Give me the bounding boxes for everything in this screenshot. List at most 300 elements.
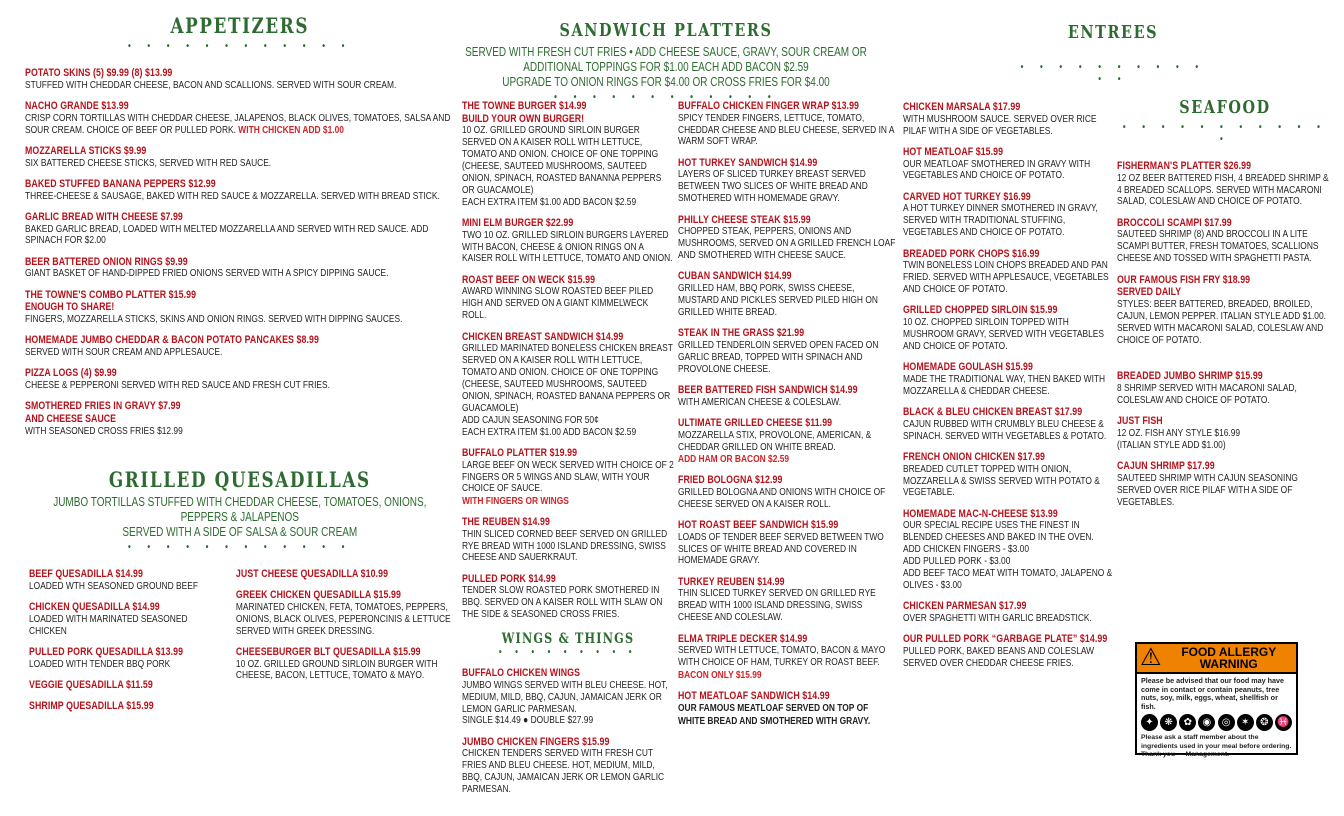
item-price: $17.99	[1052, 406, 1083, 419]
item-name	[462, 667, 674, 680]
item-name	[29, 679, 223, 692]
item-title: OUR PULLED PORK “GARBAGE PLATE”	[903, 633, 1078, 646]
quesadillas-subtitle-line: SERVED WITH A SIDE OF SALSA & SOUR CREAM	[122, 525, 358, 539]
sandwich-platters-subtitle-line: ADDITIONAL TOPPINGS FOR $1.00 EACH ADD BACON $2.59	[523, 60, 809, 74]
item-price: $15.99	[973, 145, 1004, 158]
item-price: $11.99	[802, 417, 833, 430]
item-price: $14.99	[593, 330, 624, 343]
item-name	[1117, 274, 1333, 287]
item-price: $16.99	[1000, 190, 1031, 203]
item-name	[462, 100, 674, 113]
item-description: MOZZARELLA STIX, PROVOLONE, AMERICAN, & CHEDDAR GRILLED ON WHITE BREAD.	[678, 428, 872, 453]
item-title: CHICKEN PARMESAN	[903, 600, 997, 613]
item-price: $14.99	[761, 270, 792, 283]
item-price: $17.99	[1015, 451, 1046, 464]
menu-item	[462, 217, 674, 265]
item-price: $8.99	[294, 334, 319, 347]
item-price: $22.99	[543, 217, 574, 230]
item-description: SPICY TENDER FINGERS, LETTUCE, TOMATO, CHEDDAR CHEESE AND BLEU CHEESE, SERVED IN A WARM SOFT WRAP.	[678, 111, 894, 148]
item-name	[1117, 460, 1333, 473]
menu-item	[1117, 160, 1333, 208]
item-title: BEER BATTERED ONION RINGS	[25, 255, 163, 268]
item-price: $14.99	[1077, 633, 1108, 646]
item-price: $19.99	[547, 447, 578, 459]
item-name	[25, 211, 455, 224]
item-description: SAUTEED SHRIMP WITH CAJUN SEASONING SERVED OVER RICE PILAF WITH A SIDE OF VEGETABLES.	[1117, 471, 1298, 508]
quesadillas-subtitle-line: PEPPERS & JALAPENOS	[180, 510, 299, 524]
item-description: 12 OZ. FISH ANY STYLE $16.99	[1117, 426, 1241, 439]
item-price: $15.99	[371, 589, 401, 602]
menu-item	[678, 100, 896, 148]
item-description: LAYERS OF SLICED TURKEY BREAST SERVED BETWEEN TWO SLICES OF WHITE BREAD AND SMOTHERED WITH HOMEMADE GRAVY.	[678, 168, 868, 205]
dotted-divider	[25, 41, 455, 53]
food-allergy-warning-box	[1135, 642, 1298, 758]
item-subtitle: ENOUGH TO SHARE!	[25, 301, 115, 314]
item-title: GRILLED CHOPPED SIRLOIN	[903, 304, 1028, 317]
entrees-section	[903, 101, 1113, 678]
item-description: THIN SLICED TURKEY SERVED ON GRILLED RYE BREAD WITH 1000 ISLAND DRESSING, SWISS CHEESE AND COLESLAW.	[678, 587, 876, 624]
item-title: CHEESEBURGER BLT QUESADILLA	[235, 645, 391, 658]
item-name	[678, 519, 896, 532]
item-description: MADE THE TRADITIONAL WAY, THEN BAKED WITH MOZZARELLA & CHEDDAR CHEESE.	[903, 372, 1106, 397]
menu-item	[678, 384, 896, 409]
quesadillas-section	[25, 468, 455, 721]
item-price: $14.99	[754, 575, 785, 588]
item-title: ULTIMATE GRILLED CHEESE	[678, 417, 803, 430]
dotted-divider	[25, 542, 455, 554]
menu-item	[462, 100, 674, 209]
menu-item	[25, 211, 455, 247]
menu-item	[462, 274, 674, 322]
entrees-title: ENTREES	[1067, 22, 1159, 43]
dotted-divider	[1013, 62, 1213, 86]
item-price: $9.99	[121, 144, 147, 157]
menu-item	[462, 667, 674, 727]
item-title: THE TOWNE'S COMBO PLATTER	[25, 288, 167, 301]
item-price: $11.59	[123, 678, 153, 691]
item-description: TWIN BONELESS LOIN CHOPS BREADED AND PAN FRIED. SERVED WITH APPLESAUCE, VEGETABLES AND CHOICE OF POTATO.	[903, 259, 1109, 296]
menu-item	[903, 101, 1113, 137]
seafood-title: SEAFOOD	[1179, 97, 1271, 118]
item-note: WITH FINGERS OR WINGS	[462, 495, 569, 508]
sandwich-platters-subtitle-line: UPGRADE TO ONION RINGS FOR $4.00 OR CROSS FRIES FOR $4.00	[502, 75, 830, 89]
item-name	[678, 327, 896, 340]
milk-icon: ◉	[1198, 714, 1215, 731]
item-description: TWO 10 OZ. GRILLED SIRLOIN BURGERS LAYERED WITH BACON, CHEESE & ONION RINGS ON A KAISER ROLL WITH LETTUCE, TOMATO AND ONION.	[462, 228, 673, 265]
item-description: SERVED WITH LETTUCE, TOMATO, BACON & MAYO WITH CHOICE OF HAM, TURKEY OR ROAST BEEF.	[678, 644, 886, 669]
item-price: $14.99	[525, 572, 556, 585]
item-title: CARVED HOT TURKEY	[903, 190, 1001, 203]
item-title: BEEF QUESADILLA	[29, 568, 113, 580]
item-name	[25, 289, 455, 302]
item-description: 12 OZ BEER BATTERED FISH, 4 BREADED SHRIMP & 4 BREADED SCALLOPS. SERVED WITH MACARONI SALAD, COLESLAW AND CHOICE OF POTATO.	[1117, 171, 1329, 208]
item-description: GRILLED BOLOGNA AND ONIONS WITH CHOICE OF CHEESE SERVED ON A KAISER ROLL.	[678, 485, 886, 510]
dotted-divider	[1117, 122, 1333, 146]
menu-item	[236, 646, 455, 682]
item-title: BUFFALO CHICKEN WINGS	[462, 667, 581, 680]
item-price: $9.99	[162, 255, 188, 268]
item-description: LOADS OF TENDER BEEF SERVED BETWEEN TWO SLICES OF WHITE BREAD AND COVERED IN HOMEMADE GRAVY.	[678, 530, 884, 567]
menu-item	[903, 361, 1113, 397]
item-description: ADD PULLED PORK - $3.00	[903, 555, 1011, 568]
item-description: GIANT BASKET OF HAND-DIPPED FRIED ONIONS SERVED WITH A SPICY DIPPING SAUCE.	[25, 267, 389, 280]
menu-item	[462, 331, 674, 439]
item-price: $13.99	[1027, 507, 1058, 520]
fish-icon: ♓	[1275, 714, 1292, 731]
item-description: JUMBO WINGS SERVED WITH BLEU CHEESE. HOT, MEDIUM, MILD, BBQ, CAJUN, JAMAICAN JERK OR LEMON GARLIC PARMESAN.	[462, 678, 668, 715]
item-title: BAKED STUFFED BANANA PEPPERS	[25, 177, 186, 190]
wings-things-title: WINGS & THINGS	[501, 631, 635, 648]
menu-item	[678, 214, 896, 262]
item-title: HOT MEATLOAF SANDWICH	[678, 689, 800, 702]
sandwich-column-b	[678, 100, 896, 737]
menu-item	[1117, 370, 1333, 406]
item-title: FRENCH ONION CHICKEN	[903, 451, 1016, 464]
item-name	[462, 447, 674, 460]
sandwich-platters-header	[448, 20, 884, 104]
sandwich-column-a	[462, 100, 674, 805]
sandwich-platters-subtitle-line: SERVED WITH FRESH CUT FRIES • ADD CHEESE SAUCE, GRAVY, SOUR CREAM OR	[465, 45, 867, 59]
allergy-footer-text: Please ask a staff member about the ingredients used in your meal before ordering. Thank you — Management.	[1141, 734, 1292, 758]
item-name	[29, 646, 223, 659]
item-subtitle: BUILD YOUR OWN BURGER!	[462, 112, 585, 125]
warning-triangle-icon: ⚠	[1140, 644, 1162, 671]
item-title: SHRIMP QUESADILLA	[29, 700, 124, 712]
item-price: $10.99	[358, 568, 389, 580]
menu-item	[462, 516, 674, 564]
item-price: $15.99	[579, 735, 610, 748]
item-name	[903, 101, 1113, 114]
menu-item	[1117, 274, 1333, 347]
item-price: $14.99	[799, 689, 830, 702]
item-name	[678, 100, 896, 113]
menu-item	[25, 400, 455, 437]
menu-item	[462, 447, 674, 508]
menu-item	[236, 568, 455, 581]
menu-item	[903, 146, 1113, 182]
item-name	[462, 516, 674, 529]
item-description: OUR SPECIAL RECIPE USES THE FINEST IN BLENDED CHEESES AND BAKED IN THE OVEN.	[903, 519, 1094, 544]
item-add-note: WITH CHICKEN ADD $1.00	[235, 123, 344, 136]
quesadillas-right-column	[236, 568, 455, 721]
menu-item	[1117, 460, 1333, 508]
item-note: ADD HAM OR BACON $2.59	[678, 453, 790, 466]
item-description: LOADED WITH TENDER BBQ PORK	[29, 657, 171, 670]
item-price: $13.99	[829, 100, 860, 112]
item-description: OUR FAMOUS MEATLOAF SERVED ON TOP OF WHITE BREAD AND SMOTHERED WITH GRAVY.	[678, 702, 871, 728]
item-description: CHICKEN TENDERS SERVED WITH FRESH CUT FRIES AND BLEU CHEESE. HOT, MEDIUM, MILD, BBQ, CAJUN, JAMAICAN JERK OR LEMON GARLIC PARMESAN.	[462, 747, 665, 796]
item-name	[29, 700, 223, 713]
item-description: OUR MEATLOAF SMOTHERED IN GRAVY WITH VEGETABLES AND CHOICE OF POTATO.	[903, 157, 1091, 182]
item-price: $14.99	[777, 632, 808, 645]
sandwich-a-items	[462, 100, 674, 621]
item-description: EACH EXTRA ITEM $1.00 ADD BACON $2.59	[462, 425, 637, 438]
menu-item	[903, 451, 1113, 499]
item-description: CAJUN RUBBED WITH CRUMBLY BLEU CHEESE & SPINACH. SERVED WITH VEGETABLES & POTATO.	[903, 417, 1107, 442]
item-title: BREADED JUMBO SHRIMP	[1117, 370, 1233, 383]
item-title: TURKEY REUBEN	[678, 575, 755, 588]
item-description: TENDER SLOW ROASTED PORK SMOTHERED IN BBQ. SERVED ON A KAISER ROLL WITH SLAW ON THE SIDE & SEASONED CROSS FRIES.	[462, 584, 663, 621]
soy-icon: ✿	[1179, 714, 1196, 731]
item-description: THIN SLICED CORNED BEEF SERVED ON GRILLED RYE BREAD WITH 1000 ISLAND DRESSING, SWISS CHEESE AND SAUERKRAUT.	[462, 527, 668, 564]
item-price: $12.99	[752, 474, 783, 487]
item-title: HOMEMADE MAC-N-CHEESE	[903, 507, 1028, 520]
item-description: SINGLE $14.49 ● DOUBLE $27.99	[462, 714, 594, 727]
item-title: PHILLY CHEESE STEAK	[678, 213, 781, 226]
item-price: $15.99	[808, 519, 839, 532]
item-description: BAKED GARLIC BREAD, LOADED WITH MELTED MOZZARELLA AND SERVED WITH RED SAUCE. ADD SPINACH FOR $2.00	[25, 222, 429, 247]
item-name	[678, 474, 896, 487]
menu-item	[25, 67, 455, 92]
item-title: THE TOWNE BURGER	[462, 100, 557, 112]
item-price: $15.99	[123, 700, 154, 712]
menu-item	[236, 589, 455, 637]
item-price: $17.99	[990, 101, 1021, 113]
menu-item	[462, 736, 674, 796]
menu-item	[462, 573, 674, 621]
item-description: WITH MUSHROOM SAUCE. SERVED OVER RICE PILAF WITH A SIDE OF VEGETABLES.	[903, 112, 1097, 137]
item-name	[25, 145, 455, 158]
item-title: HOT MEATLOAF	[903, 145, 974, 158]
item-title: HOT TURKEY SANDWICH	[678, 156, 788, 169]
menu-item	[903, 633, 1113, 669]
item-description: LOADED WTH SEASONED GROUND BEEF	[29, 579, 198, 592]
item-description: STUFFED WITH CHEDDAR CHEESE, BACON AND SCALLIONS. SERVED WITH SOUR CREAM.	[25, 78, 397, 91]
menu-item	[903, 508, 1113, 592]
menu-item	[25, 145, 455, 170]
menu-item	[25, 100, 455, 136]
menu-item	[29, 601, 223, 637]
item-description: GRILLED TENDERLOIN SERVED OPEN FACED ON GARLIC BREAD, TOPPED WITH SPINACH AND PROVOLONE CHEESE.	[678, 338, 879, 375]
item-price: $14.99	[787, 156, 818, 169]
item-description: A HOT TURKEY DINNER SMOTHERED IN GRAVY, SERVED WITH TRADITIONAL STUFFING, VEGETABLES AND CHOICE OF POTATO.	[903, 202, 1098, 239]
item-title: BREADED PORK CHOPS	[903, 247, 1010, 260]
item-name	[462, 217, 674, 230]
item-price: $15.99	[1027, 304, 1058, 317]
allergy-header	[1137, 644, 1296, 674]
sandwich-b-items	[678, 100, 896, 728]
item-description: LARGE BEEF ON WECK SERVED WITH CHOICE OF 2 FINGERS OR 5 WINGS AND SLAW, WITH YOUR CHOICE OF SAUCE.	[462, 458, 674, 495]
menu-item	[903, 304, 1113, 352]
item-title: NACHO GRANDE	[25, 100, 99, 112]
item-description: SERVED WITH SOUR CREAM AND APPLESAUCE.	[25, 346, 223, 358]
item-price: $16.99	[1009, 247, 1040, 260]
item-title: GARLIC BREAD WITH CHEESE	[25, 210, 158, 223]
item-price: $15.99	[390, 645, 421, 658]
item-subtitle: SERVED DAILY	[1117, 286, 1182, 299]
item-description: MARINATED CHICKEN, FETA, TOMATOES, PEPPERS, ONIONS, BLACK OLIVES, PEPERONCINIS & LETTUCE SERVED WITH GREEK DRESSING.	[235, 600, 451, 637]
item-title: SMOTHERED FRIES IN GRAVY	[25, 400, 156, 413]
item-name	[903, 451, 1113, 464]
item-name	[678, 690, 896, 703]
item-name	[236, 568, 455, 581]
item-price: $14.99	[129, 601, 160, 613]
item-title: BROCCOLI SCAMPI	[1117, 216, 1202, 229]
menu-item	[1117, 415, 1333, 451]
item-price: $17.99	[1201, 216, 1232, 229]
item-name	[903, 406, 1113, 419]
quesadillas-columns	[25, 568, 455, 721]
menu-item	[25, 367, 455, 392]
menu-item	[25, 289, 455, 326]
item-title: THE REUBEN	[462, 516, 521, 529]
item-price: (5) $9.99 (8) $13.99	[90, 67, 173, 79]
item-price: $15.99	[565, 273, 596, 286]
menu-item	[25, 334, 455, 359]
item-title: HOT ROAST BEEF SANDWICH	[678, 519, 809, 532]
item-description: 10 OZ. GRILLED GROUND SIRLOIN BURGER SERVED ON A KAISER ROLL WITH LETTUCE, TOMATO AND ONION. CHOICE OF ONE TOPPING (CHEESE, SAUTEED MUSHROOMS, SAUTEED ONION, SPINACH, ROASTED BANANNA PEPPERS OR GUACAMOLE)	[462, 124, 662, 196]
item-name	[678, 417, 896, 430]
seafood-items	[1117, 160, 1333, 509]
seafood-section	[1117, 97, 1333, 517]
item-description: GRILLED MARINATED BONELESS CHICKEN BREAST SERVED ON A KAISER ROLL WITH LETTUCE, TOMATO AND ONION. CHOICE OF ONE TOPPING (CHEESE, SAUTEED MUSHROOMS, SAUTEED ONION, SPINACH, ROASTED BANANA PEPPERS OR GUACAMOLE)	[462, 342, 673, 414]
item-title: CUBAN SANDWICH	[678, 270, 762, 283]
item-title: JUST CHEESE QUESADILLA	[235, 568, 359, 580]
appetizers-title: APPETIZERS	[170, 13, 310, 38]
item-description: 10 OZ. GRILLED GROUND SIRLOIN BURGER WITH CHEESE, BACON, LETTUCE, TOMATO & MAYO.	[235, 657, 438, 682]
item-name	[236, 589, 455, 602]
menu-item	[678, 690, 896, 729]
item-price: $7.99	[155, 400, 181, 413]
item-description: CRISP CORN TORTILLAS WITH CHEDDAR CHEESE, JALAPENOS, BLACK OLIVES, TOMATOES, SALSA AND SOUR CREAM. CHOICE OF BEEF OR PULLED PORK. WITH CHICKEN ADD $1.00	[25, 111, 451, 136]
item-description: LOADED WITH MARINATED SEASONED CHICKEN	[29, 612, 188, 637]
appetizers-section	[25, 14, 455, 446]
item-title: FRIED BOLOGNA	[678, 474, 753, 487]
item-name	[25, 400, 455, 413]
item-note: BACON ONLY $15.99	[678, 669, 762, 682]
item-name	[236, 646, 455, 659]
item-title: OUR FAMOUS FISH FRY	[1117, 273, 1221, 286]
item-name	[25, 100, 455, 113]
item-name	[1117, 160, 1333, 173]
item-price: $14.99	[520, 516, 550, 529]
item-title: PULLED PORK QUESADILLA	[29, 645, 154, 658]
item-title: ROAST BEEF ON WECK	[462, 273, 566, 286]
item-price: $17.99	[996, 600, 1027, 613]
item-description: (ITALIAN STYLE ADD $1.00)	[1117, 438, 1226, 451]
sandwich-platters-title: SANDWICH PLATTERS	[559, 20, 773, 41]
item-description: FINGERS, MOZZARELLA STICKS, SKINS AND ONION RINGS. SERVED WITH DIPPING SAUCES.	[25, 313, 403, 325]
item-description: EACH EXTRA ITEM $1.00 ADD BACON $2.59	[462, 195, 637, 208]
item-description: WITH AMERICAN CHEESE & COLESLAW.	[678, 395, 842, 408]
menu-item	[678, 327, 896, 375]
item-name	[903, 361, 1113, 374]
menu-item	[25, 178, 455, 203]
item-title: JUST FISH	[1117, 415, 1163, 428]
entrees-items	[903, 101, 1113, 670]
item-title: ELMA TRIPLE DECKER	[678, 632, 778, 645]
item-price: $13.99	[153, 645, 184, 658]
item-price: $7.99	[157, 210, 183, 223]
item-title: HOMEMADE JUMBO CHEDDAR & BACON POTATO PANCAKES	[25, 334, 294, 347]
menu-item	[903, 248, 1113, 296]
shellfish-icon: ❂	[1256, 714, 1273, 731]
menu-item	[678, 474, 896, 510]
item-description: OVER SPAGHETTI WITH GARLIC BREADSTICK.	[903, 612, 1092, 624]
menu-item	[29, 700, 223, 713]
item-title: MOZZARELLA STICKS	[25, 144, 122, 157]
menu-item	[1117, 217, 1333, 265]
item-name	[29, 601, 223, 614]
item-description: SAUTEED SHRIMP (8) AND BROCCOLI IN A LITE SCAMPI BUTTER, FRESH TOMATOES, SCALLIONS CHEESE AND TOSSED WITH SPAGHETTI PASTA.	[1117, 228, 1319, 265]
item-price: $9.99	[91, 367, 117, 380]
item-title: BEER BATTERED FISH SANDWICH	[678, 384, 828, 397]
entrees-header	[1013, 22, 1213, 86]
item-title: JUMBO CHICKEN FINGERS	[462, 735, 580, 748]
allergen-icons-row	[1137, 713, 1296, 732]
item-title: GREEK CHICKEN QUESADILLA	[235, 589, 371, 602]
item-description: SIX BATTERED CHEESE STICKS, SERVED WITH RED SAUCE.	[25, 156, 272, 169]
menu-item	[678, 270, 896, 318]
wings-things-items	[462, 667, 674, 796]
menu-item	[678, 576, 896, 624]
item-description: CHOPPED STEAK, PEPPERS, ONIONS AND MUSHROOMS, SERVED ON A GRILLED FRENCH LOAF AND SMOTHERED WITH CHEESE SAUCE.	[678, 225, 896, 262]
item-title: HOMEMADE GOULASH	[903, 361, 1004, 374]
item-description: STYLES: BEER BATTERED, BREADED, BROILED, CAJUN, LEMON PEPPER. ITALIAN STYLE ADD $1.00. SERVED WITH MACARONI SALAD, COLESLAW AND CHOICE OF POTATO.	[1117, 297, 1326, 346]
item-description: BREADED CUTLET TOPPED WITH ONION, MOZZARELLA & SWISS SERVED WITH POTATO & VEGETABLE.	[903, 462, 1100, 499]
item-title: VEGGIE QUESADILLA	[29, 678, 124, 691]
item-description: WITH SEASONED CROSS FRIES $12.99	[25, 424, 183, 437]
tree-nut-icon: ❋	[1160, 714, 1177, 731]
menu-item	[903, 406, 1113, 442]
item-price: $15.99	[780, 213, 811, 226]
menu-item	[29, 646, 223, 671]
item-title: POTATO SKINS	[25, 67, 91, 79]
item-name	[25, 178, 455, 191]
item-description: THREE-CHEESE & SAUSAGE, BAKED WITH RED SAUCE & MOZZARELLA. SERVED WITH BREAD STICK.	[25, 189, 440, 202]
item-title: BLACK & BLEU CHICKEN BREAST	[903, 406, 1053, 419]
item-description: PULLED PORK, BAKED BEANS AND COLESLAW SERVED OVER CHEDDAR CHEESE FRIES.	[903, 645, 1095, 669]
item-description: 8 SHRIMP SERVED WITH MACARONI SALAD, COLESLAW AND CHOICE OF POTATO.	[1117, 382, 1297, 406]
wheat-icon: ✶	[1237, 714, 1254, 731]
appetizers-items	[25, 67, 455, 438]
menu-item	[678, 519, 896, 567]
allergy-title: FOOD ALLERGY WARNING	[1181, 645, 1277, 671]
dotted-divider	[462, 647, 674, 659]
menu-item	[903, 600, 1113, 625]
item-title: STEAK IN THE GRASS	[678, 327, 775, 340]
item-description: ADD CAJUN SEASONING FOR 50¢	[462, 413, 599, 426]
menu-item	[903, 191, 1113, 239]
item-description: ADD CHICKEN FINGERS - $3.00	[903, 543, 1030, 556]
item-price: $14.99	[113, 568, 143, 580]
item-description: CHEESE & PEPPERONI SERVED WITH RED SAUCE AND FRESH CUT FRIES.	[25, 379, 330, 391]
menu-item	[25, 256, 455, 281]
item-title: CHICKEN MARSALA	[903, 101, 991, 113]
item-price: $13.99	[98, 100, 129, 112]
wings-things-section	[462, 631, 674, 796]
peanut-icon: ✦	[1141, 714, 1158, 731]
menu-item	[29, 568, 223, 593]
quesadillas-subtitle-line: JUMBO TORTILLAS STUFFED WITH CHEDDAR CHEESE, TOMATOES, ONIONS,	[53, 495, 427, 509]
item-price: $17.99	[1184, 460, 1215, 473]
item-price: $18.99	[1220, 273, 1251, 286]
item-title: FISHERMAN'S PLATTER	[1117, 160, 1222, 172]
item-title: CAJUN SHRIMP	[1117, 460, 1185, 473]
item-price: $15.99	[1003, 361, 1033, 374]
item-name	[903, 146, 1113, 159]
item-name	[29, 568, 223, 581]
item-price: $21.99	[774, 327, 805, 340]
item-title: BUFFALO PLATTER	[462, 447, 548, 459]
item-price: $14.99	[556, 100, 587, 112]
item-title: PIZZA LOGS (4)	[25, 367, 92, 380]
item-subtitle: AND CHEESE SAUCE	[25, 413, 116, 425]
item-title: BUFFALO CHICKEN FINGER WRAP	[678, 100, 830, 112]
item-title: CHICKEN BREAST SANDWICH	[462, 330, 594, 343]
item-title: PULLED PORK	[462, 572, 526, 585]
menu-item	[678, 157, 896, 205]
